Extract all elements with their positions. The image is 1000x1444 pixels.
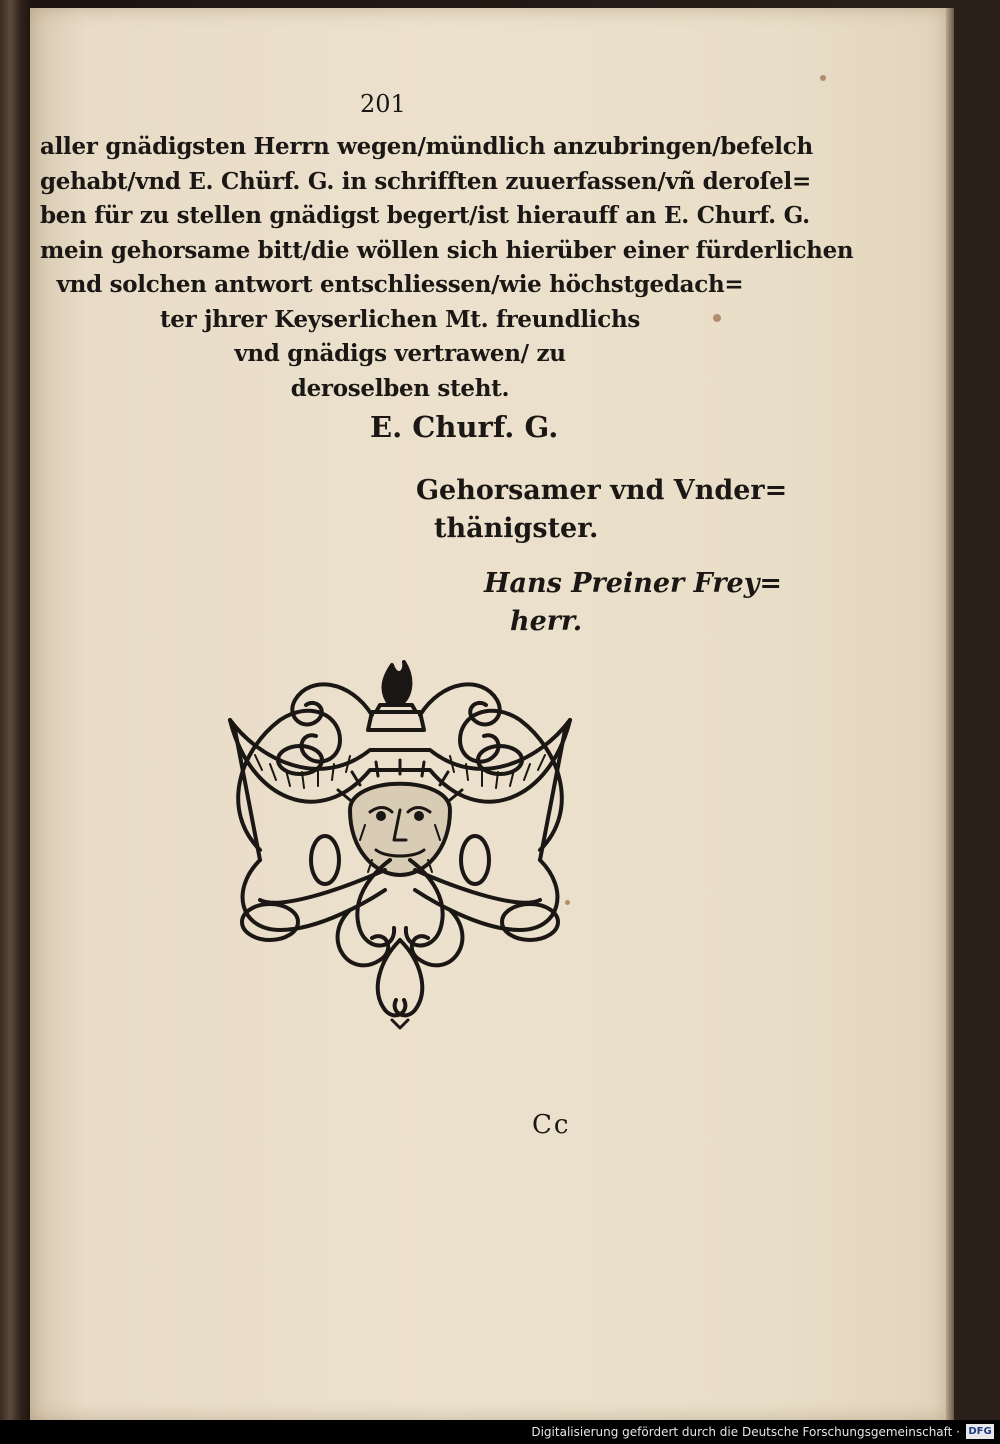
paragraph-line: gehabt/vnd E. Chürf. G. in schrifften zuuerfassen/vñ deroſel= [40,167,811,195]
page-number: 201 [360,90,406,118]
paragraph-line: vnd solchen antwort entschliessen/wie höchstgedach= [56,271,744,298]
paper-speck [820,75,826,81]
page-edge [946,8,954,1420]
paragraph-line: aller gnädigsten Herrn wegen/mündlich anzubringen/befelch [40,133,813,160]
signature-name-line: herr. [510,606,583,637]
signature-name [484,565,782,641]
signature-title [416,472,787,548]
footer-credit: Digitalisierung gefördert durch die Deutsche Forschungsgemeinschaft · [531,1425,960,1439]
body-paragraph [40,130,854,406]
dfg-logo-icon: DFG [966,1424,994,1439]
signature-title-line: thänigster. [434,513,599,544]
closing-salutation: E. Churf. G. [370,410,559,444]
paragraph-line: mein gehorsame bitt/die wöllen sich hierüber einer fürderlichen [40,236,854,264]
signature-name-line: Hans Preiner Frey= [484,568,783,599]
paragraph-line: deroselben steht. [290,374,510,402]
footer-bar [0,1420,1000,1444]
paragraph-line: ben für zu stellen gnädigst begert/ist hierauff an E. Churf. G. [40,202,810,229]
woodcut-ornament-icon [200,660,600,1030]
signature-mark: Cc [532,1110,571,1140]
paragraph-line: ter jhrer Keyserlichen Mt. freundlichs [159,305,641,333]
paragraph-line: vnd gnädigs vertrawen/ zu [234,340,566,367]
signature-title-line: Gehorsamer vnd Vnder= [416,475,788,506]
